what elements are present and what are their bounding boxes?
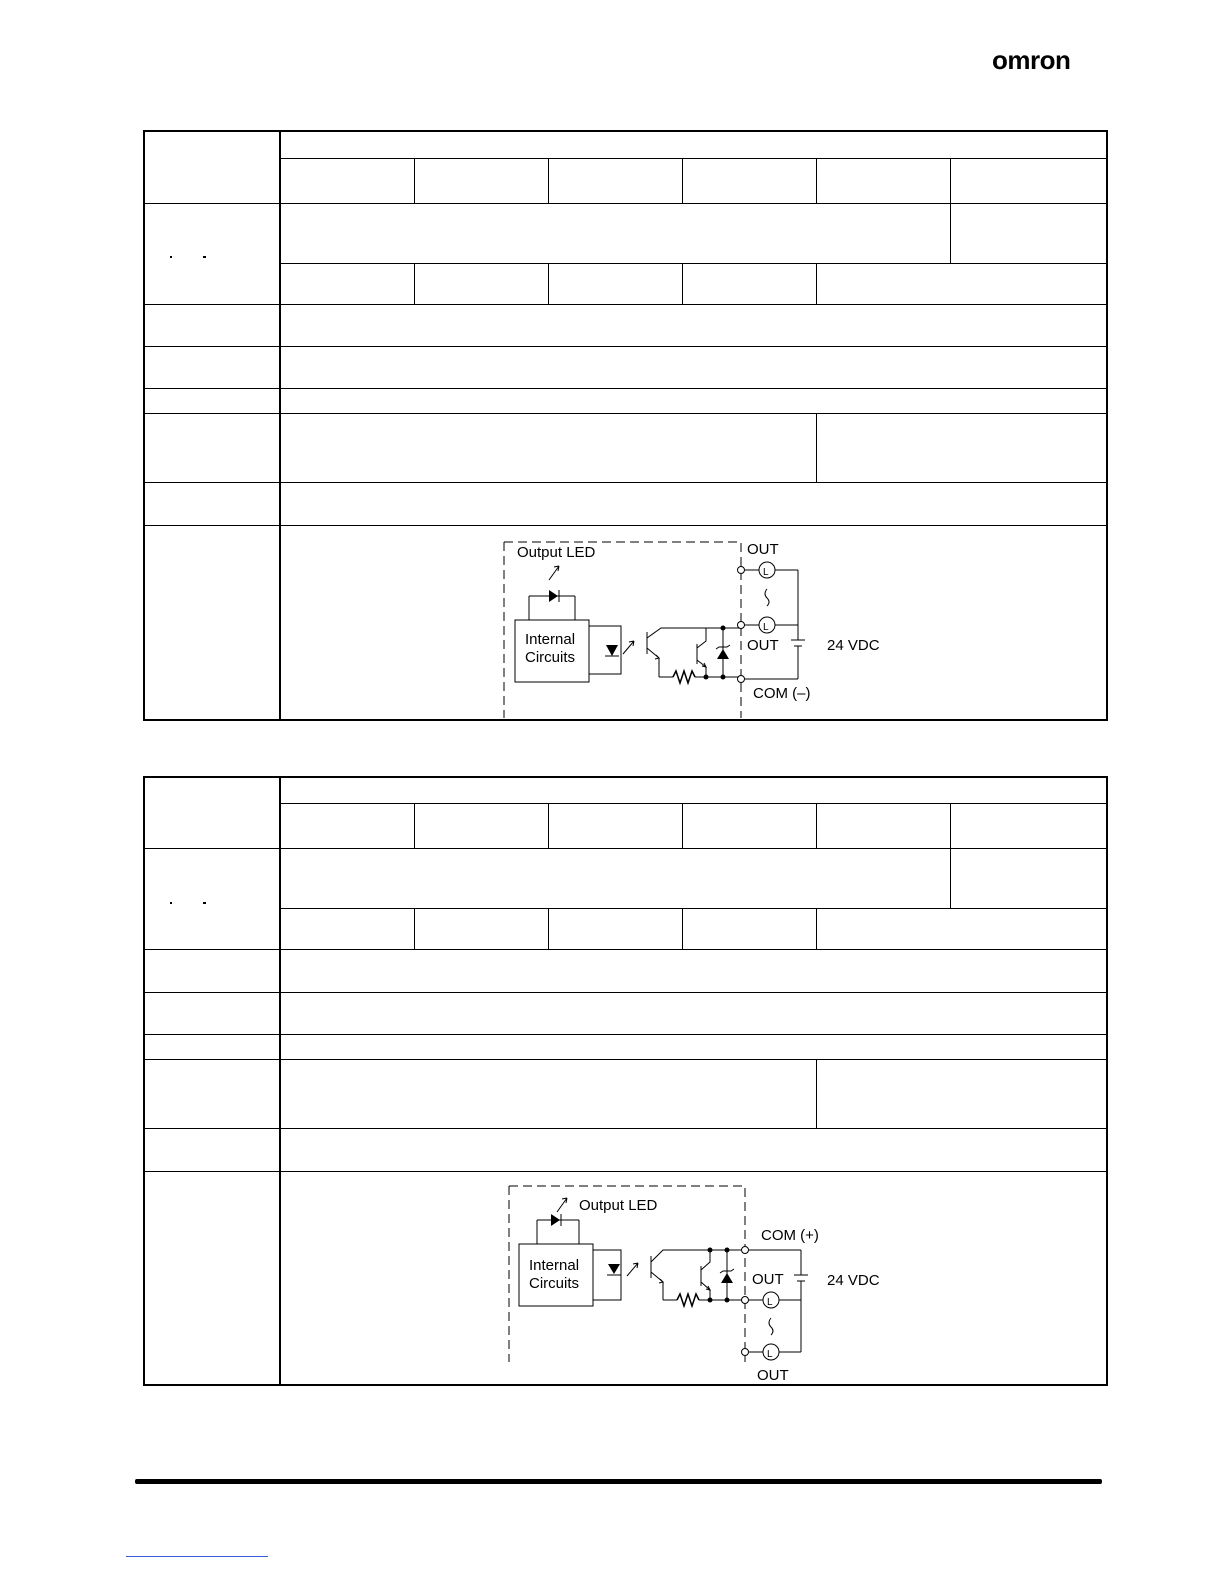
- header-divider: [281, 803, 1108, 804]
- col-divider: [682, 263, 683, 304]
- col-divider: [682, 803, 683, 848]
- output-circuit-diagram: [501, 534, 901, 719]
- circuits-label: Circuits: [529, 1275, 580, 1292]
- row-divider: [145, 992, 1108, 993]
- out-mid-label: OUT: [747, 637, 779, 654]
- com-label: COM (+): [761, 1227, 819, 1244]
- out-mid-label: OUT: [752, 1271, 784, 1288]
- output-circuit-diagram: [505, 1182, 905, 1384]
- label-column-divider: [279, 132, 281, 721]
- output-led-label: Output LED: [517, 544, 596, 561]
- label-column-divider: [279, 778, 281, 1386]
- svg-text:L: L: [767, 1297, 773, 1308]
- col-divider: [816, 908, 817, 949]
- col-divider: [816, 263, 817, 304]
- col-divider: [548, 803, 549, 848]
- row-divider: [145, 413, 1108, 414]
- scan-mark: [170, 902, 172, 904]
- svg-text:L: L: [767, 1349, 773, 1360]
- svg-text:L: L: [763, 622, 769, 633]
- col-divider: [950, 158, 951, 203]
- col-divider: [816, 1059, 817, 1128]
- com-label: COM (–): [753, 685, 811, 702]
- col-divider: [950, 203, 951, 263]
- row-divider: [145, 482, 1108, 483]
- row-divider: [145, 525, 1108, 526]
- row-divider: [145, 346, 1108, 347]
- col-divider: [548, 158, 549, 203]
- col-divider: [950, 803, 951, 848]
- col-divider: [414, 803, 415, 848]
- footer-link-underline[interactable]: [126, 1556, 268, 1557]
- row-divider: [145, 949, 1108, 950]
- spec-table-sourcing: [143, 776, 1108, 1386]
- vdc-label: 24 VDC: [827, 1272, 880, 1289]
- scan-mark: [203, 902, 206, 904]
- output-led-label: Output LED: [579, 1197, 658, 1214]
- vdc-label: 24 VDC: [827, 637, 880, 654]
- svg-text:L: L: [763, 567, 769, 578]
- out-top-label: OUT: [747, 541, 779, 558]
- col-divider: [414, 263, 415, 304]
- col-divider: [682, 908, 683, 949]
- row-divider: [145, 1128, 1108, 1129]
- footer-rule: [135, 1479, 1102, 1484]
- row-divider: [281, 263, 1108, 264]
- col-divider: [682, 158, 683, 203]
- row-divider: [281, 908, 1108, 909]
- spec-table-sinking: [143, 130, 1108, 721]
- row-divider: [145, 1034, 1108, 1035]
- col-divider: [548, 908, 549, 949]
- circuits-label: Circuits: [525, 649, 576, 666]
- row-divider: [145, 1171, 1108, 1172]
- omron-logo: [990, 44, 1102, 74]
- internal-label: Internal: [529, 1257, 580, 1274]
- scan-mark: [203, 256, 206, 258]
- header-divider: [281, 158, 1108, 159]
- col-divider: [414, 908, 415, 949]
- logo-text: omron: [992, 45, 1071, 74]
- out-bottom-label: OUT: [757, 1367, 789, 1384]
- internal-label: Internal: [525, 631, 576, 648]
- col-divider: [816, 803, 817, 848]
- col-divider: [548, 263, 549, 304]
- row-divider: [145, 203, 1108, 204]
- col-divider: [414, 158, 415, 203]
- scan-mark: [170, 256, 172, 258]
- row-divider: [145, 388, 1108, 389]
- row-divider: [145, 304, 1108, 305]
- col-divider: [816, 158, 817, 203]
- row-divider: [145, 848, 1108, 849]
- col-divider: [950, 848, 951, 908]
- col-divider: [816, 413, 817, 482]
- row-divider: [145, 1059, 1108, 1060]
